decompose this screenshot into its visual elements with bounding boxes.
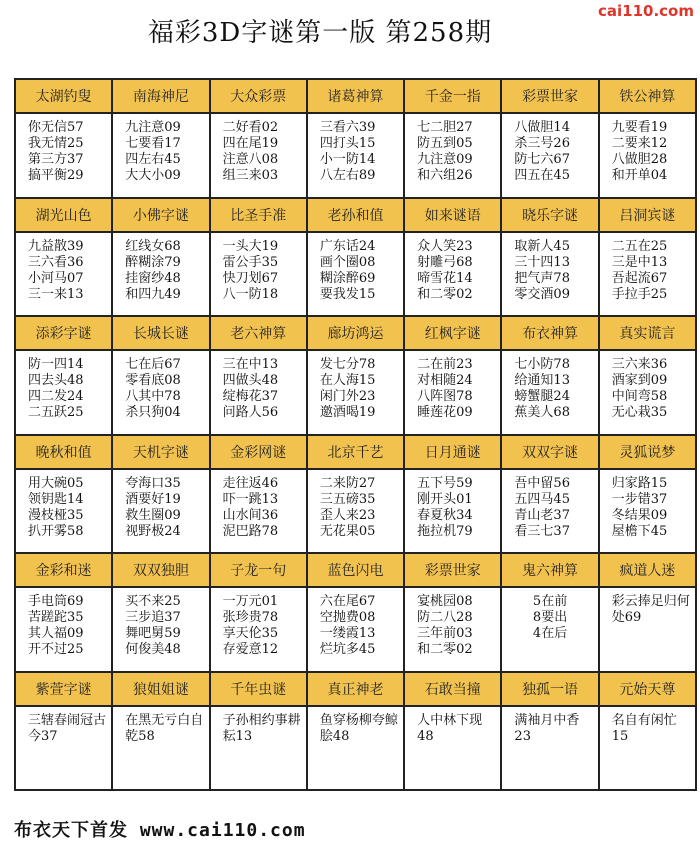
riddle-line: 青山老37 bbox=[514, 507, 570, 523]
cell-header: 红枫字谜 bbox=[405, 317, 500, 351]
riddle-line: 三十四13 bbox=[514, 254, 570, 270]
riddle-line: 三在中13 bbox=[222, 357, 279, 372]
riddle-line: 发七分78 bbox=[319, 357, 376, 372]
riddle-line: 走往返46 bbox=[222, 475, 279, 491]
cell-header: 小佛字谜 bbox=[113, 199, 208, 233]
cell-body bbox=[502, 707, 597, 749]
cell-body bbox=[308, 707, 403, 749]
cell-header: 彩票世家 bbox=[502, 80, 597, 114]
cell-header: 老六神算 bbox=[211, 317, 306, 351]
riddle-line: 用大碗05 bbox=[28, 475, 84, 491]
riddle-line: 一头大19 bbox=[222, 238, 279, 254]
cell-body bbox=[113, 588, 208, 662]
cell-body bbox=[211, 351, 306, 425]
riddle-line: 山水间36 bbox=[222, 507, 279, 523]
riddle-line: 其人福09 bbox=[28, 626, 84, 641]
riddle-line: 享天伦35 bbox=[222, 626, 279, 641]
cell-header: 狼姐姐谜 bbox=[113, 673, 208, 707]
riddle-line: 和二零02 bbox=[417, 286, 473, 302]
riddle-line: 防七六67 bbox=[514, 152, 570, 167]
cell-body bbox=[600, 233, 695, 307]
cell-header: 疯道人迷 bbox=[600, 554, 695, 588]
riddle-line: 九益散39 bbox=[28, 238, 84, 254]
riddle-line: 吓一跳13 bbox=[222, 491, 279, 507]
cell-body bbox=[600, 114, 695, 188]
riddle-line: 歪人来23 bbox=[319, 507, 376, 523]
cell-body bbox=[308, 588, 403, 662]
riddle-line: 给通知13 bbox=[514, 373, 570, 388]
riddle-line: 手电筒69 bbox=[28, 594, 84, 609]
table-cell bbox=[16, 199, 113, 318]
riddle-line: 睡莲花09 bbox=[417, 405, 473, 420]
table-cell bbox=[502, 317, 599, 436]
riddle-line: 拖拉机79 bbox=[417, 523, 473, 539]
cell-body bbox=[502, 233, 597, 307]
riddle-line: 三六来36 bbox=[611, 357, 668, 372]
riddle-line: 组三来03 bbox=[222, 168, 279, 183]
table-cell bbox=[405, 199, 502, 318]
table-cell bbox=[211, 436, 308, 555]
riddle-line: 小河马07 bbox=[28, 270, 84, 286]
riddle-line: 红线女68 bbox=[125, 238, 181, 254]
riddle-line: 三六看36 bbox=[28, 254, 84, 270]
cell-body bbox=[113, 114, 208, 188]
table-cell bbox=[113, 436, 210, 555]
cell-body bbox=[211, 707, 306, 749]
riddle-line: 要我发15 bbox=[319, 286, 376, 302]
riddle-line: 蕉美人68 bbox=[514, 405, 570, 420]
riddle-line: 九要看19 bbox=[611, 120, 668, 135]
riddle-line: 宴桃园08 bbox=[417, 594, 473, 609]
cell-header: 灵狐说梦 bbox=[600, 436, 695, 470]
cell-header: 日月通谜 bbox=[405, 436, 500, 470]
table-cell bbox=[211, 80, 308, 199]
table-cell bbox=[502, 436, 599, 555]
riddle-line: 和六组26 bbox=[417, 168, 473, 183]
riddle-line: 和二零02 bbox=[417, 642, 473, 657]
table-cell bbox=[600, 199, 697, 318]
page-title: 福彩3D字谜第一版 第258期 bbox=[147, 18, 493, 48]
cell-body bbox=[113, 233, 208, 307]
table-cell bbox=[211, 199, 308, 318]
riddle-line: 酒要好19 bbox=[125, 491, 181, 507]
riddle-line: 快刀划67 bbox=[222, 270, 279, 286]
riddle-line: 小一防14 bbox=[319, 152, 376, 167]
riddle-line: 吾中留56 bbox=[514, 475, 570, 491]
riddle-line: 挂窗纱48 bbox=[125, 270, 181, 286]
riddle-line: 搞平衡29 bbox=[28, 168, 84, 183]
cell-body bbox=[308, 470, 403, 544]
cell-header: 北京千艺 bbox=[308, 436, 403, 470]
cell-header: 如来谜语 bbox=[405, 199, 500, 233]
cell-header: 真正神老 bbox=[308, 673, 403, 707]
cell-header: 长城长谜 bbox=[113, 317, 208, 351]
riddle-line: 看三七37 bbox=[514, 523, 570, 539]
riddle-line: 手拉手25 bbox=[611, 286, 668, 302]
table-cell bbox=[113, 673, 210, 792]
riddle-line: 二五跃25 bbox=[28, 405, 84, 420]
riddle-line: 买不来25 bbox=[125, 594, 181, 609]
riddle-line: 一步错37 bbox=[611, 491, 668, 507]
riddle-line: 二在前23 bbox=[417, 357, 473, 372]
riddle-line: 六在尾67 bbox=[319, 594, 376, 609]
riddle-line: 视野极24 bbox=[125, 523, 181, 539]
cell-header: 比圣手准 bbox=[211, 199, 306, 233]
riddle-line: 三步追37 bbox=[125, 610, 181, 625]
riddle-line: 满袖月中香23 bbox=[514, 712, 580, 744]
riddle-line: 问路人56 bbox=[222, 405, 279, 420]
riddle-line: 把气声78 bbox=[514, 270, 570, 286]
cell-body bbox=[16, 707, 111, 749]
riddle-line: 四左右45 bbox=[125, 152, 181, 167]
riddle-line: 八阵图78 bbox=[417, 389, 473, 404]
table-cell bbox=[600, 673, 697, 792]
cell-body bbox=[211, 588, 306, 662]
riddle-line: 八做胆14 bbox=[514, 120, 570, 135]
riddle-line: 射雕弓68 bbox=[417, 254, 473, 270]
cell-header: 廊坊鸿运 bbox=[308, 317, 403, 351]
cell-header: 彩票世家 bbox=[405, 554, 500, 588]
riddle-line: 归家路15 bbox=[611, 475, 668, 491]
riddle-line: 冬结果09 bbox=[611, 507, 668, 523]
cell-header: 紫萱字谜 bbox=[16, 673, 111, 707]
table-cell bbox=[308, 317, 405, 436]
cell-body bbox=[211, 233, 306, 307]
riddle-line: 三是中13 bbox=[611, 254, 668, 270]
cell-body bbox=[405, 707, 500, 749]
cell-body bbox=[600, 351, 695, 425]
table-cell bbox=[405, 317, 502, 436]
table-cell bbox=[16, 673, 113, 792]
table-cell bbox=[502, 673, 599, 792]
cell-body bbox=[405, 588, 500, 662]
riddle-line: 九注意09 bbox=[125, 120, 181, 135]
cell-body bbox=[308, 233, 403, 307]
riddle-line: 舞吧舅59 bbox=[125, 626, 181, 641]
cell-header: 蓝色闪电 bbox=[308, 554, 403, 588]
cell-body bbox=[211, 114, 306, 188]
table-cell bbox=[113, 554, 210, 673]
riddle-line: 一缕霞13 bbox=[319, 626, 376, 641]
riddle-line: 扒开雾58 bbox=[28, 523, 84, 539]
riddle-line: 第三方37 bbox=[28, 152, 84, 167]
cell-body bbox=[405, 351, 500, 425]
table-cell bbox=[308, 436, 405, 555]
cell-header: 吕洞宾谜 bbox=[600, 199, 695, 233]
cell-body bbox=[113, 707, 208, 749]
table-cell bbox=[600, 554, 697, 673]
riddle-line: 四二发24 bbox=[28, 389, 84, 404]
cell-body bbox=[502, 351, 597, 425]
cell-header: 老孙和值 bbox=[308, 199, 403, 233]
riddle-line: 八左右89 bbox=[319, 168, 376, 183]
riddle-line: 防二八28 bbox=[417, 610, 473, 625]
riddle-line: 取新人45 bbox=[514, 238, 570, 254]
cell-header: 真实谎言 bbox=[600, 317, 695, 351]
riddle-line: 四做头48 bbox=[222, 373, 279, 388]
riddle-line: 七二胆27 bbox=[417, 120, 473, 135]
riddle-line: 苦蹉跎35 bbox=[28, 610, 84, 625]
cell-body bbox=[308, 114, 403, 188]
table-cell bbox=[502, 554, 599, 673]
riddle-line: 酒家到09 bbox=[611, 373, 668, 388]
riddle-line: 4在后 bbox=[532, 626, 568, 641]
table-cell bbox=[308, 673, 405, 792]
cell-body bbox=[16, 233, 111, 307]
riddle-line: 屋檐下45 bbox=[611, 523, 668, 539]
riddle-line: 二五在25 bbox=[611, 238, 668, 254]
riddle-line: 8要出 bbox=[532, 610, 568, 625]
riddle-line: 烂坑多45 bbox=[319, 642, 376, 657]
footer-text: 布衣天下首发 www.cai110.com bbox=[14, 820, 306, 841]
riddle-line: 泥巴路78 bbox=[222, 523, 279, 539]
cell-body bbox=[405, 470, 500, 544]
riddle-line: 鱼穿杨柳夸鲸脍48 bbox=[319, 712, 398, 744]
riddle-line: 八其中78 bbox=[125, 389, 181, 404]
cell-body bbox=[16, 470, 111, 544]
riddle-line: 杀三号26 bbox=[514, 136, 570, 151]
riddle-line: 五下号59 bbox=[417, 475, 473, 491]
cell-body bbox=[308, 351, 403, 425]
riddle-line: 和开单04 bbox=[611, 168, 668, 183]
cell-header: 添彩字谜 bbox=[16, 317, 111, 351]
riddle-line: 八做胆28 bbox=[611, 152, 668, 167]
riddle-line: 5在前 bbox=[532, 594, 568, 609]
riddle-line: 七小防78 bbox=[514, 357, 570, 372]
riddle-line: 大大小09 bbox=[125, 168, 181, 183]
riddle-line: 三看六39 bbox=[319, 120, 376, 135]
riddle-line: 啼雪花14 bbox=[417, 270, 473, 286]
riddle-line: 雷公手35 bbox=[222, 254, 279, 270]
table-cell bbox=[16, 436, 113, 555]
riddle-line: 七在后67 bbox=[125, 357, 181, 372]
riddle-line: 对相随24 bbox=[417, 373, 473, 388]
cell-header: 太湖钓叟 bbox=[16, 80, 111, 114]
riddle-line: 七要看17 bbox=[125, 136, 181, 151]
riddle-line: 邀酒喝19 bbox=[319, 405, 376, 420]
table-cell bbox=[600, 436, 697, 555]
riddle-line: 人中林下现48 bbox=[417, 712, 483, 744]
table-cell bbox=[113, 199, 210, 318]
riddle-line: 和四九49 bbox=[125, 286, 181, 302]
table-cell bbox=[502, 80, 599, 199]
riddle-line: 闲门外23 bbox=[319, 389, 376, 404]
riddle-line: 四去头48 bbox=[28, 373, 84, 388]
cell-header: 金彩和迷 bbox=[16, 554, 111, 588]
riddle-line: 刚开头01 bbox=[417, 491, 473, 507]
riddle-line: 无心栽35 bbox=[611, 405, 668, 420]
riddle-line: 三年前03 bbox=[417, 626, 473, 641]
riddle-line: 空抛费08 bbox=[319, 610, 376, 625]
riddle-line: 子孙相约事耕耘13 bbox=[222, 712, 301, 744]
riddle-line: 众人笑23 bbox=[417, 238, 473, 254]
cell-header: 南海神尼 bbox=[113, 80, 208, 114]
riddle-line: 领钥匙14 bbox=[28, 491, 84, 507]
cell-header: 大众彩票 bbox=[211, 80, 306, 114]
riddle-line: 夸海口35 bbox=[125, 475, 181, 491]
table-cell bbox=[308, 80, 405, 199]
cell-header: 鬼六神算 bbox=[502, 554, 597, 588]
cell-body bbox=[600, 588, 695, 630]
riddle-line: 广东话24 bbox=[319, 238, 376, 254]
table-cell bbox=[308, 199, 405, 318]
riddle-line: 醉糊涂79 bbox=[125, 254, 181, 270]
riddle-line: 三一来13 bbox=[28, 286, 84, 302]
riddle-line: 救生圈09 bbox=[125, 507, 181, 523]
riddle-line: 漫枝桠35 bbox=[28, 507, 84, 523]
cell-header: 石敢当撞 bbox=[405, 673, 500, 707]
table-cell bbox=[502, 199, 599, 318]
cell-header: 晚秋和值 bbox=[16, 436, 111, 470]
cell-header: 布衣神算 bbox=[502, 317, 597, 351]
cell-body bbox=[405, 233, 500, 307]
cell-header: 天机字谜 bbox=[113, 436, 208, 470]
riddle-table bbox=[14, 78, 697, 791]
riddle-line: 二要来12 bbox=[611, 136, 668, 151]
cell-body bbox=[502, 114, 597, 188]
cell-body bbox=[16, 114, 111, 188]
riddle-line: 我无情25 bbox=[28, 136, 84, 151]
cell-header: 千年虫谜 bbox=[211, 673, 306, 707]
table-cell bbox=[211, 673, 308, 792]
riddle-line: 二来防27 bbox=[319, 475, 376, 491]
riddle-line: 四在尾19 bbox=[222, 136, 279, 151]
riddle-line: 张珍贵78 bbox=[222, 610, 279, 625]
table-cell bbox=[308, 554, 405, 673]
table-cell bbox=[405, 673, 502, 792]
cell-header: 晓乐字谜 bbox=[502, 199, 597, 233]
cell-header: 双双字谜 bbox=[502, 436, 597, 470]
table-cell bbox=[113, 80, 210, 199]
cell-body bbox=[16, 588, 111, 662]
table-cell bbox=[405, 80, 502, 199]
riddle-line: 八一防18 bbox=[222, 286, 279, 302]
table-cell bbox=[211, 554, 308, 673]
cell-header: 铁公神算 bbox=[600, 80, 695, 114]
riddle-line: 名自有闲忙15 bbox=[611, 712, 677, 744]
cell-body bbox=[502, 588, 597, 646]
cell-header: 子龙一句 bbox=[211, 554, 306, 588]
cell-header: 金彩网谜 bbox=[211, 436, 306, 470]
riddle-line: 糊涂醉69 bbox=[319, 270, 376, 286]
cell-header: 诸葛神算 bbox=[308, 80, 403, 114]
riddle-line: 彩云捧足归何处69 bbox=[611, 594, 690, 625]
riddle-line: 何俊美48 bbox=[125, 642, 181, 657]
riddle-line: 四五在45 bbox=[514, 168, 570, 183]
table-cell bbox=[405, 436, 502, 555]
cell-body bbox=[405, 114, 500, 188]
riddle-line: 零看底08 bbox=[125, 373, 181, 388]
riddle-line: 在人海15 bbox=[319, 373, 376, 388]
table-cell bbox=[16, 317, 113, 436]
table-cell bbox=[600, 317, 697, 436]
riddle-line: 零交酒09 bbox=[514, 286, 570, 302]
riddle-line: 四打头15 bbox=[319, 136, 376, 151]
riddle-line: 一万元01 bbox=[222, 594, 279, 609]
riddle-line: 春夏秋34 bbox=[417, 507, 473, 523]
riddle-line: 三五磅35 bbox=[319, 491, 376, 507]
riddle-line: 防一四14 bbox=[28, 357, 84, 372]
riddle-line: 画个圈08 bbox=[319, 254, 376, 270]
riddle-line: 九注意09 bbox=[417, 152, 473, 167]
cell-header: 元始天尊 bbox=[600, 673, 695, 707]
cell-header: 湖光山色 bbox=[16, 199, 111, 233]
cell-header: 独孤一语 bbox=[502, 673, 597, 707]
riddle-line: 防五到05 bbox=[417, 136, 473, 151]
riddle-line: 开不过25 bbox=[28, 642, 84, 657]
cell-header: 双双独胆 bbox=[113, 554, 208, 588]
riddle-line: 三辖春闹冠古今37 bbox=[28, 712, 107, 744]
cell-body bbox=[113, 470, 208, 544]
cell-body bbox=[211, 470, 306, 544]
cell-header: 千金一指 bbox=[405, 80, 500, 114]
riddle-line: 杀只狗04 bbox=[125, 405, 181, 420]
riddle-line: 中间弯58 bbox=[611, 389, 668, 404]
table-cell bbox=[16, 80, 113, 199]
table-cell bbox=[405, 554, 502, 673]
cell-body bbox=[600, 470, 695, 544]
riddle-line: 注意八08 bbox=[222, 152, 279, 167]
site-watermark: cai110.com bbox=[598, 2, 694, 20]
table-cell bbox=[113, 317, 210, 436]
riddle-line: 无花果05 bbox=[319, 523, 376, 539]
riddle-line: 你无信57 bbox=[28, 120, 84, 135]
cell-body bbox=[502, 470, 597, 544]
riddle-line: 五四马45 bbox=[514, 491, 570, 507]
cell-body bbox=[113, 351, 208, 425]
riddle-line: 绽梅花37 bbox=[222, 389, 279, 404]
riddle-line: 在黑无亏白自乾58 bbox=[125, 712, 204, 744]
cell-body bbox=[16, 351, 111, 425]
riddle-line: 二好看02 bbox=[222, 120, 279, 135]
riddle-line: 存爱意12 bbox=[222, 642, 279, 657]
riddle-line: 螃蟹腿24 bbox=[514, 389, 570, 404]
cell-body bbox=[600, 707, 695, 749]
riddle-line: 吾起流67 bbox=[611, 270, 668, 286]
table-cell bbox=[600, 80, 697, 199]
table-cell bbox=[211, 317, 308, 436]
table-cell bbox=[16, 554, 113, 673]
